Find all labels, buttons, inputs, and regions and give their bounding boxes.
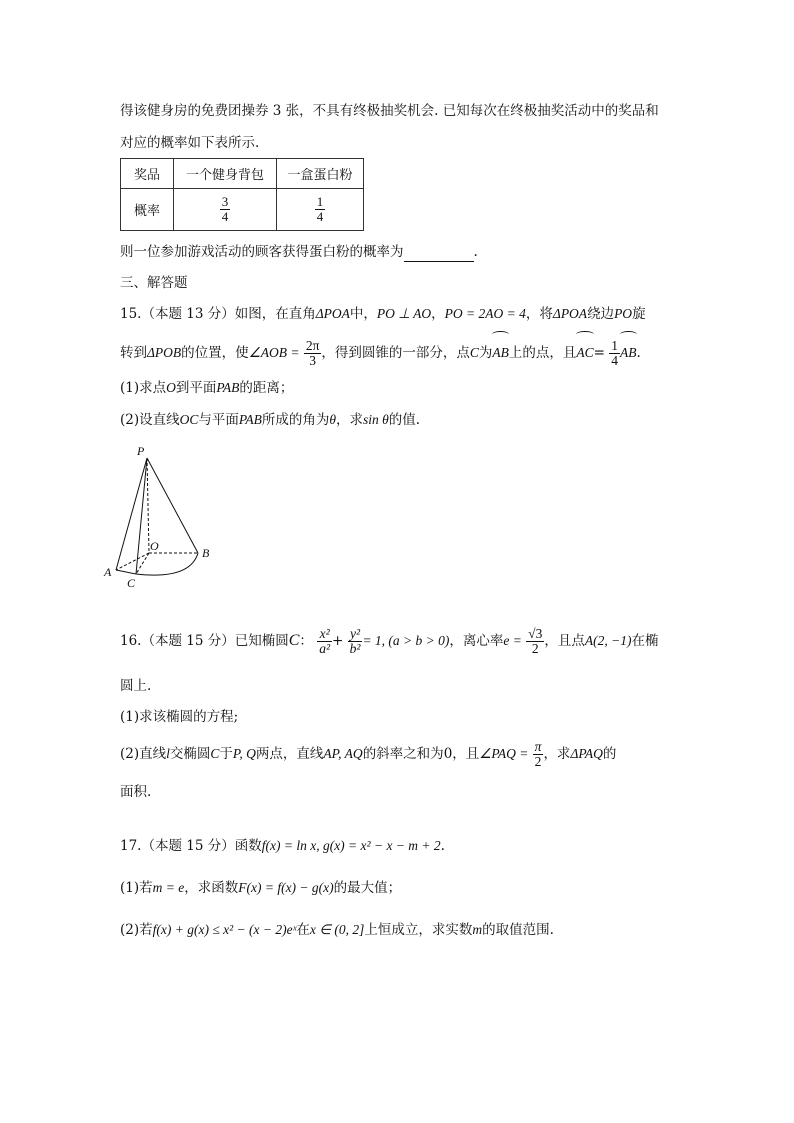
label-p: P: [137, 444, 145, 458]
q15-line-2: 转到ΔPOB的位置，使∠AOB = $\frac{2\pi}{3}$ ，得到圆锥的一部分，点C为AB上的点，且AC= $\frac{1}{4}$ AB.: [120, 338, 641, 368]
label-c: C: [127, 576, 136, 590]
arc-ac: AC: [576, 336, 593, 370]
section-heading: 三、解答题: [120, 275, 188, 291]
ellipse-x-fraction: $\frac{\text{x²}}{\text{a²}}$: [319, 626, 331, 656]
q16-line-2: 圆上.: [120, 678, 152, 694]
table-header-cell: 一个健身背包: [174, 159, 277, 189]
intro-line-2: 对应的概率如下表所示.: [120, 135, 260, 151]
label-a: A: [104, 565, 112, 579]
eccentricity-fraction: $\frac{√3}{2}$: [528, 626, 543, 656]
table-header-row: [121, 159, 364, 189]
arc-ab: AB: [492, 336, 509, 370]
arc-ab: AB: [620, 336, 637, 370]
q16-part-2: (2)直线l交椭圆C于P, Q两点，直线AP, AQ的斜率之和为0，且∠PAQ = $\frac{\pi}{2}$ ，求ΔPAQ的: [120, 739, 617, 769]
table-header-cell: 一盒蛋白粉: [277, 159, 364, 189]
q14-answer-line: 则一位参加游戏活动的顾客获得蛋白粉的概率为 .: [120, 244, 478, 260]
angle-fraction: $\frac{\pi}{2}$: [534, 739, 542, 769]
q15-part-1: (1)求点O到平面PAB的距离；: [120, 380, 294, 396]
table-header-cell: 奖品: [121, 159, 174, 189]
probability-fraction: $\frac{1}{4}$: [316, 194, 324, 224]
quarter-fraction: $\frac{1}{4}$: [611, 338, 619, 368]
prize-table: [120, 158, 364, 231]
table-cell: [277, 189, 364, 231]
answer-blank: [404, 247, 474, 262]
q16-line-last: 面积.: [120, 784, 152, 800]
q15-part-2: (2)设直线OC与平面PAB所成的角为θ，求sin θ的值.: [120, 412, 421, 428]
label-o: O: [150, 539, 159, 553]
table-row: [121, 189, 364, 231]
angle-fraction: $\frac{2\pi}{3}$: [305, 338, 320, 368]
intro-line-1: 得该健身房的免费团操券 3 张，不具有终极抽奖机会. 已知每次在终极抽奖活动中的奖品和: [120, 103, 659, 119]
table-cell: [174, 189, 277, 231]
ellipse-y-fraction: $\frac{\text{y²}}{\text{b²}}$: [349, 626, 361, 656]
q16-part-1: (1)求该椭圆的方程;: [120, 709, 239, 725]
label-b: B: [202, 546, 210, 560]
q16-line-1: 16.（本题 15 分）已知椭圆C： $\frac{\text{x²}}{\text{a²}}$ + $\frac{\text{y²}}{\text{b²}}$ = 1, (a > b > 0)，离心率e = $\frac{√3}{2}$ ，且点A(2, −1)在椭: [120, 626, 659, 656]
table-row-label: 概率: [121, 189, 174, 231]
q15-line-1: 15.（本题 13 分）如图，在直角ΔPOA中，PO ⊥ AO，PO = 2AO = 4，将ΔPOA绕边PO旋: [120, 306, 646, 322]
q17-line-1: 17.（本题 15 分）函数f(x) = ln x, g(x) = x² − x − m + 2.: [120, 838, 445, 854]
cone-figure: [100, 440, 230, 590]
q17-part-2: (2)若f(x) + g(x) ≤ x² − (x − 2)eˣ在x ∈ (0, 2]上恒成立，求实数m的取值范围.: [120, 922, 554, 938]
probability-fraction: $\frac{3}{4}$: [221, 194, 229, 224]
q17-part-1: (1)若m = e，求函数F(x) = f(x) − g(x)的最大值；: [120, 880, 402, 896]
